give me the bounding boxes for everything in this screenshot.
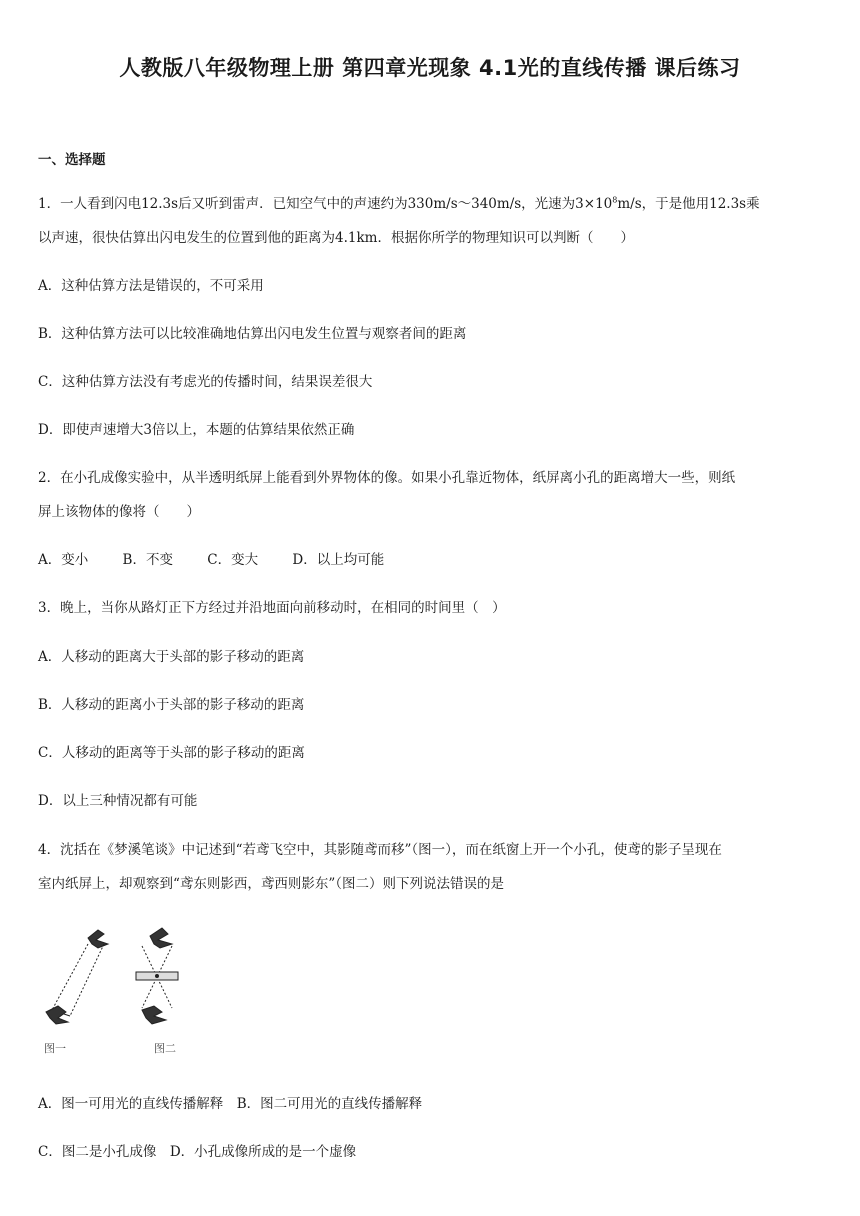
q3-option-a: A．人移动的距离大于头部的影子移动的距离 <box>38 649 305 665</box>
q1-option-a: A．这种估算方法是错误的，不可采用 <box>38 278 264 294</box>
q4-options-cd: C．图二是小孔成像 D．小孔成像所成的是一个虚像 <box>38 1144 357 1160</box>
q4-options-ab: A．图一可用光的直线传播解释 B．图二可用光的直线传播解释 <box>38 1096 423 1112</box>
figure-two-label: 图二 <box>154 1042 176 1055</box>
q2-stem-line2: 屏上该物体的像将（ ） <box>38 504 200 520</box>
q1-option-b: B．这种估算方法可以比较准确地估算出闪电发生位置与观察者间的距离 <box>38 326 467 342</box>
figure-two <box>136 928 178 1024</box>
kite-figure-illustration <box>38 920 188 1060</box>
q4-stem-line2: 室内纸屏上，却观察到“鸢东则影西，鸢西则影东”（图二）则下列说法错误的是 <box>38 876 505 892</box>
q3-option-c: C．人移动的距离等于头部的影子移动的距离 <box>38 745 305 761</box>
q1-stem-line1: 1．一人看到闪电12.3s后又听到雷声．已知空气中的声速约为330m/s～340m/s，光速为$3\times 10^8m/s$，于是他用12.3s乘 <box>38 195 760 212</box>
q2-option-c: C．变大 <box>207 552 259 568</box>
q1-exponent: 8 <box>612 195 618 205</box>
q3-option-b: B．人移动的距离小于头部的影子移动的距离 <box>38 697 305 713</box>
figure-one-label: 图一 <box>44 1042 66 1055</box>
q2-options <box>38 548 414 568</box>
q2-option-a: A．变小 <box>38 552 89 568</box>
q3-option-d: D．以上三种情况都有可能 <box>38 793 198 809</box>
q2-option-d: D．以上均可能 <box>292 552 385 568</box>
page-title: 人教版八年级物理上册 第四章光现象 4.1光的直线传播 课后练习 <box>119 56 741 80</box>
q4-stem-line1: 4．沈括在《梦溪笔谈》中记述到“若鸢飞空中，其影随鸢而移”（图一），而在纸窗上开一个小孔，使鸢的影子呈现在 <box>38 842 722 858</box>
q1-stem-line2: 以声速，很快估算出闪电发生的位置到他的距离为4.1km．根据你所学的物理知识可以判断（ ） <box>38 230 634 246</box>
q2-option-b: B．不变 <box>122 552 173 568</box>
section-heading: 一、选择题 <box>38 152 106 168</box>
figure-one <box>46 930 108 1024</box>
q3-stem: 3．晚上，当你从路灯正下方经过并沿地面向前移动时，在相同的时间里（ ） <box>38 600 506 616</box>
q1-option-c: C．这种估算方法没有考虑光的传播时间，结果误差很大 <box>38 374 373 390</box>
q4-figure <box>38 920 188 1060</box>
q1-option-d: D．即使声速增大3倍以上，本题的估算结果依然正确 <box>38 422 355 438</box>
q2-stem-line1: 2．在小孔成像实验中，从半透明纸屏上能看到外界物体的像。如果小孔靠近物体，纸屏离小孔的距离增大一些，则纸 <box>38 470 736 486</box>
